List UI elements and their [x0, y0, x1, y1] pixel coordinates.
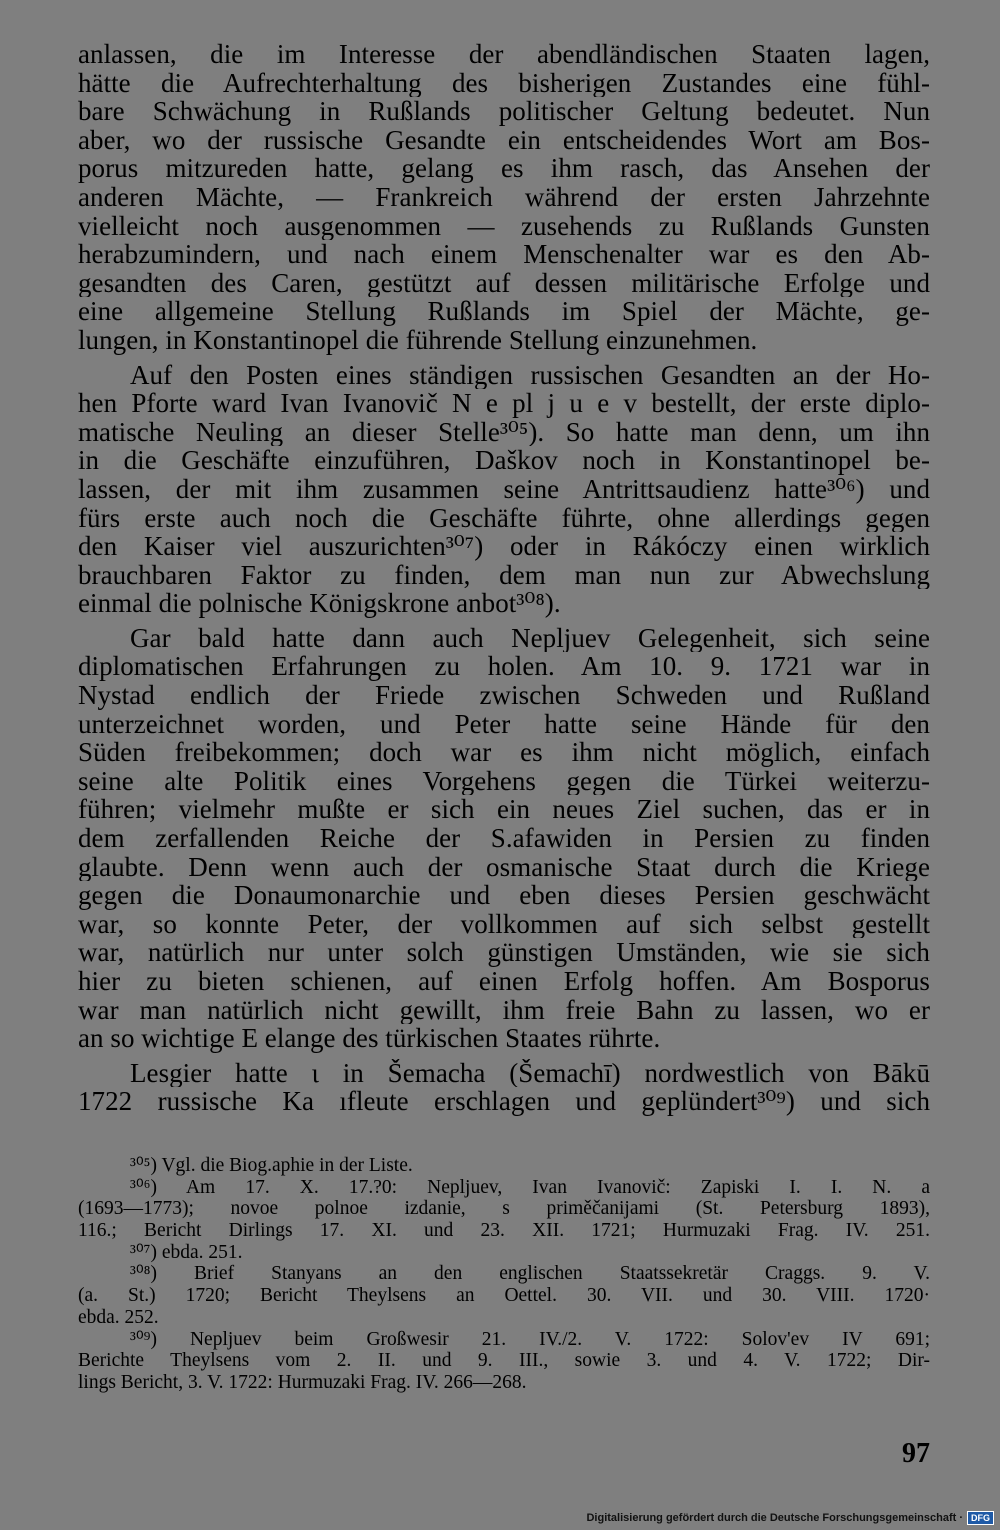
- text-line: lungen, in Konstantinopel die führende Stellung einzunehmen.: [78, 325, 758, 355]
- text-line: Lesgier hatte ι in Šemacha (Šemachī) nordwestlich von Bākū: [130, 1058, 930, 1088]
- text-line: Auf den Posten eines ständigen russischen Gesandten an der Ho-: [130, 360, 930, 390]
- text-line: war, natürlich nur unter solch günstigen Umständen, wie sie sich: [78, 938, 930, 967]
- text-line: hier zu bieten schienen, auf einen Erfolg hoffen. Am Bosporus: [78, 967, 930, 996]
- text-line: anderen Mächte, — Frankreich während der ersten Jahrzehnte: [78, 182, 930, 212]
- footnote-line: ³⁰⁶) Am 17. X. 17.?0: Nepljuev, Ivan Ivanovič: Zapiski I. I. N. a: [130, 1176, 930, 1198]
- text-line: hen Pforte ward Ivan Ivanovič N e pl j u e v bestellt, der erste diplo-: [78, 389, 930, 418]
- text-line: aber, wo der russische Gesandte ein entscheidendes Wort am Bos-: [78, 125, 930, 155]
- footnote-line: ³⁰⁹) Nepljuev beim Großwesir 21. IV./2. V. 1722: Solov'ev IV 691;: [130, 1328, 930, 1350]
- text-line: glaubte. Denn wenn auch der osmanische Staat durch die Kriege: [78, 852, 930, 882]
- footnote-line: ³⁰⁷) ebda. 251.: [130, 1241, 243, 1263]
- footnote-line: ³⁰⁵) Vgl. die Biog.aphie in der Liste.: [130, 1155, 413, 1176]
- text-line: Süden freibekommen; doch war es ihm nicht möglich, einfach: [78, 738, 930, 767]
- text-line: matische Neuling an dieser Stelle³⁰⁵). So hatte man denn, um ihn: [78, 417, 930, 447]
- text-line: lassen, der mit ihm zusammen seine Antrittsaudienz hatte³⁰⁶) und: [78, 474, 930, 504]
- text-line: fürs erste auch noch die Geschäfte führte, ohne allerdings gegen: [78, 503, 930, 533]
- text-line: den Kaiser viel auszurichten³⁰⁷) oder in Rákóczy einen wirklich: [78, 532, 930, 561]
- text-line: hätte die Aufrechterhaltung des bisherigen Zustandes eine fühl-: [78, 68, 930, 98]
- text-line: porus mitzureden hatte, gelang es ihm rasch, das Ansehen der: [78, 154, 930, 183]
- text-line: führen; vielmehr mußte er sich ein neues Ziel suchen, das er in: [78, 795, 930, 825]
- text-line: bare Schwächung in Rußlands politischer Geltung bedeutet. Nun: [78, 97, 930, 126]
- text-line: unterzeichnet worden, und Peter hatte seine Hände für den: [78, 709, 930, 739]
- text-line: war, so konnte Peter, der vollkommen auf sich selbst gestellt: [78, 909, 930, 939]
- text-line: vielleicht noch ausgenommen — zusehends zu Rußlands Gunsten: [78, 211, 930, 241]
- text-line: anlassen, die im Interesse der abendländischen Staaten lagen,: [78, 40, 930, 69]
- text-line: brauchbaren Faktor zu finden, dem man nun zur Abwechslung: [78, 560, 930, 590]
- footnote-line: (1693—1773); novoe polnoe izdanie, s priměčanijami (St. Petersburg 1893),: [78, 1198, 930, 1220]
- footnote-line: ³⁰⁸) Brief Stanyans an den englischen Staatssekretär Craggs. 9. V.: [130, 1263, 930, 1285]
- footnote-line: Berichte Theylsens vom 2. II. und 9. III., sowie 3. und 4. V. 1722; Dir-: [78, 1350, 930, 1372]
- text-line: einmal die polnische Königskrone anbot³⁰⁸).: [78, 589, 561, 618]
- footnote-line: (a. St.) 1720; Bericht Theylsens an Oettel. 30. VII. und 30. VIII. 1720·: [78, 1285, 930, 1307]
- footnotes: [78, 1155, 930, 1394]
- text-line: seine alte Politik eines Vorgehens gegen die Türkei weiterzu-: [78, 766, 930, 796]
- page-number: 97: [902, 1438, 930, 1469]
- text-line: gegen die Donaumonarchie und eben dieses Persien geschwächt: [78, 881, 930, 910]
- text-line: 1722 russische Ka ıfleute erschlagen und geplündert³⁰⁹) und sich: [78, 1087, 930, 1116]
- text-line: dem zerfallenden Reiche der S.afawiden in Persien zu finden: [78, 824, 930, 853]
- footnote-line: 116.; Bericht Dirlings 17. XI. und 23. XII. 1721; Hurmuzaki Frag. IV. 251.: [78, 1220, 930, 1242]
- text-line: eine allgemeine Stellung Rußlands im Spiel der Mächte, ge-: [78, 297, 930, 326]
- dfg-logo: DFG: [967, 1511, 994, 1525]
- footnote-line: ebda. 252.: [78, 1306, 159, 1328]
- text-line: Gar bald hatte dann auch Nepljuev Gelegenheit, sich seine: [130, 623, 930, 653]
- text-line: in die Geschäfte einzuführen, Daškov noch in Konstantinopel be-: [78, 446, 930, 475]
- text-line: war man natürlich nicht gewillt, ihm freie Bahn zu lassen, wo er: [78, 995, 930, 1025]
- text-line: herabzumindern, und nach einem Menschenalter war es den Ab-: [78, 240, 930, 269]
- text-line: diplomatischen Erfahrungen zu holen. Am 10. 9. 1721 war in: [78, 652, 930, 682]
- text-line: an so wichtige E elange des türkischen Staates rührte.: [78, 1024, 661, 1053]
- text-line: Nystad endlich der Friede zwischen Schweden und Rußland: [78, 681, 930, 710]
- body-text: [78, 40, 930, 1116]
- text-line: gesandten des Caren, gestützt auf dessen militärische Erfolge und: [78, 268, 930, 298]
- footnote-line: lings Bericht, 3. V. 1722: Hurmuzaki Frag. IV. 266—268.: [78, 1371, 527, 1393]
- digitization-footer: [586, 1510, 994, 1526]
- footer-text: Digitalisierung gefördert durch die Deutsche Forschungsgemeinschaft ·: [586, 1512, 963, 1524]
